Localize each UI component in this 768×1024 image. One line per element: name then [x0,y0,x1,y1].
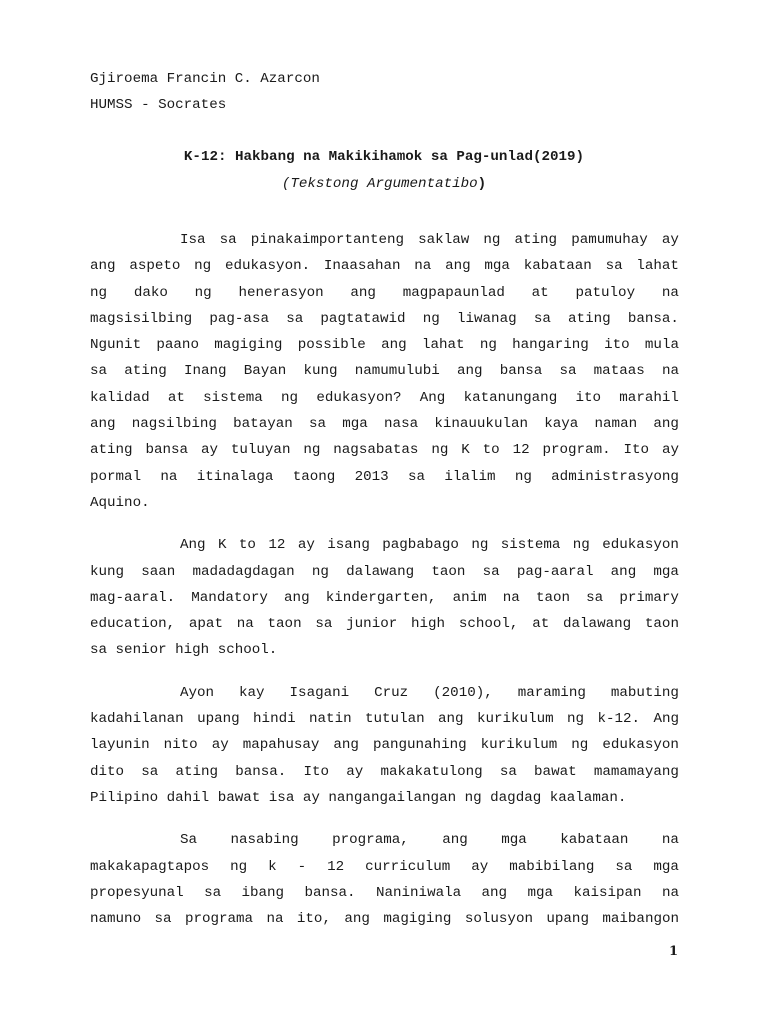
class-section: HUMSS - Socrates [90,97,227,113]
paragraph-line: kung saan madadagdagan ng dalawang taon sa pag-aaral ang mga [90,563,679,580]
subtitle-text: Tekstong Argumentatibo [290,176,478,192]
paragraph-line: sa senior high school. [90,642,278,659]
paragraph [90,827,679,932]
paragraph-line: propesyunal sa ibang bansa. Naniniwala ang mga kaisipan na [90,884,679,901]
paragraph-line: Aquino. [90,494,150,511]
paragraph-line: Pilipino dahil bawat isa ay nangangailangan ng dagdag kaalaman. [90,789,627,806]
paragraph-line: Ang K to 12 ay isang pagbabago ng sistema ng edukasyon [180,537,679,554]
paragraph-line: ang nagsilbing batayan sa mga nasa kinauukulan kaya naman ang [90,416,679,433]
paragraph [90,532,679,663]
paragraph-line: kadahilanan upang hindi natin tutulan ang kurikulum ng k-12. Ang [90,711,679,728]
paragraph-line: dito sa ating bansa. Ito ay makakatulong sa bawat mamamayang [90,763,679,780]
paragraph-line: mag-aaral. Mandatory ang kindergarten, anim na taon sa primary [90,589,679,606]
paragraph-line: ating bansa ay tuluyan ng nagsabatas ng K to 12 program. Ito ay [90,442,679,459]
paragraph-line: ang aspeto ng edukasyon. Inaasahan na ang mga kabataan sa lahat [90,258,679,275]
subtitle-open-paren: ( [281,176,291,192]
body-text [90,227,679,948]
paragraph-line: makakapagtapos ng k - 12 curriculum ay mabibilang sa mga [90,858,679,875]
paragraph-line: Ayon kay Isagani Cruz (2010), maraming mabuting [180,684,679,701]
paragraph-line: kalidad at sistema ng edukasyon? Ang katanungang ito marahil [90,389,679,406]
paragraph-line: layunin nito ay mapahusay ang pangunahing kurikulum ng edukasyon [90,737,679,754]
paragraph-line: sa ating Inang Bayan kung namumulubi ang bansa sa mataas na [90,363,679,380]
paragraph-line: pormal na itinalaga taong 2013 sa ilalim ng administrasyong [90,468,679,485]
paragraph-line: Ngunit paano magiging possible ang lahat ng hangaring ito mula [90,337,679,354]
document-subtitle [0,175,768,193]
paragraph-line: Sa nasabing programa, ang mga kabataan na [180,832,679,849]
paragraph-line: education, apat na taon sa junior high school, at dalawang taon [90,616,679,633]
document-title: K-12: Hakbang na Makikihamok sa Pag-unlad(2019) [183,149,585,165]
paragraph-line: ng dako ng henerasyon ang magpapaunlad at patuloy na [90,284,679,301]
paragraph [90,680,679,811]
page-number: 1 [668,944,678,959]
subtitle-close-paren: ) [477,176,487,192]
paragraph-line: Isa sa pinakaimportanteng saklaw ng ating pamumuhay ay [180,232,679,248]
author-name: Gjiroema Francin C. Azarcon [90,71,320,87]
paragraph-line: namuno sa programa na ito, ang magiging solusyon upang maibangon [90,911,679,928]
paragraph-line: magsisilbing pag-asa sa pagtatawid ng liwanag sa ating bansa. [90,310,679,327]
paragraph [90,227,679,516]
